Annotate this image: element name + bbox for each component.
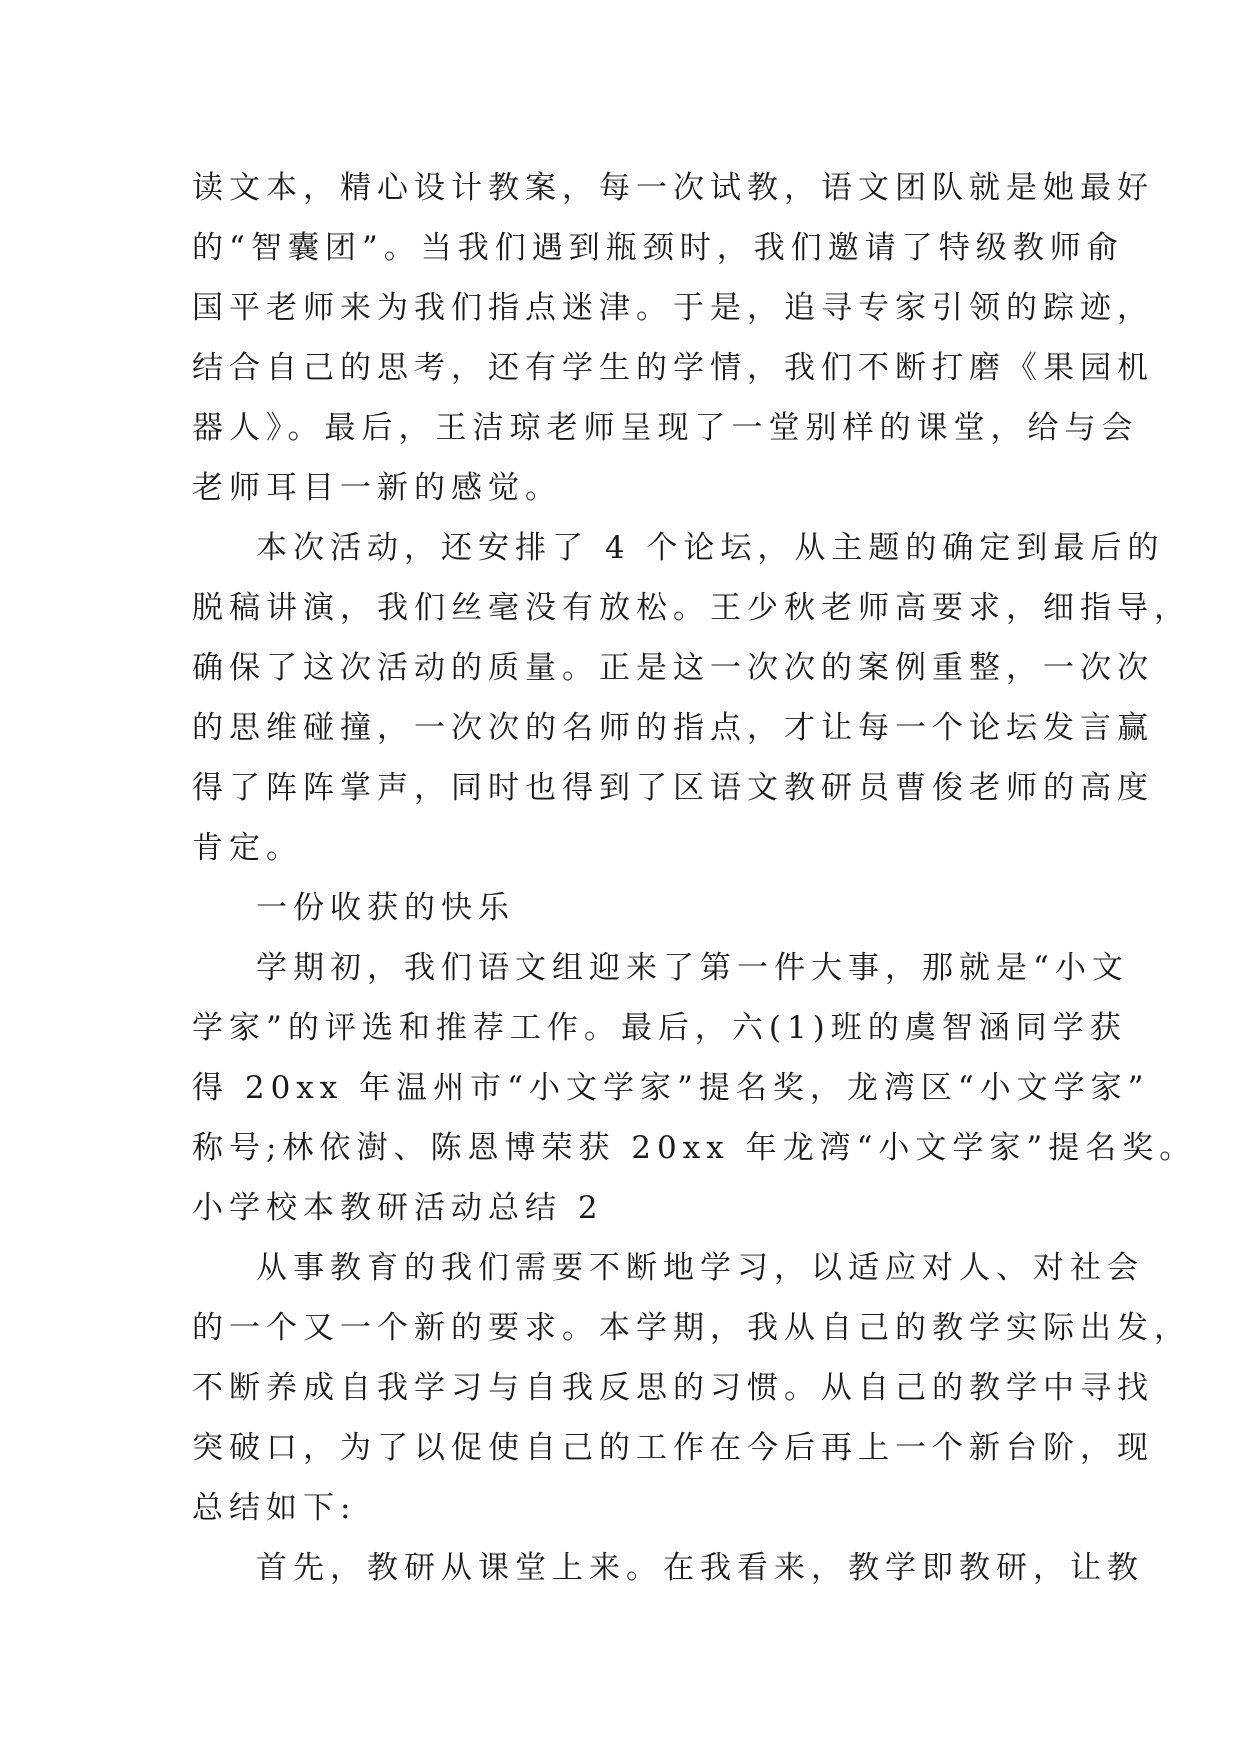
- text-line: 器人》。最后，王洁琼老师呈现了一堂别样的课堂，给与会: [192, 410, 1139, 446]
- document-title: 小学校本教研活动总结 2: [192, 1190, 604, 1226]
- document-body: [192, 158, 1197, 1598]
- text-line: 老师耳目一新的感觉。: [192, 470, 562, 506]
- text-line: 读文本，精心设计教案，每一次试教，语文团队就是她最好: [192, 170, 1154, 206]
- text-line: 的思维碰撞，一次次的名师的指点，才让每一个论坛发言赢: [192, 710, 1154, 746]
- text-line: 不断养成自我学习与自我反思的习惯。从自己的教学中寻找: [192, 1370, 1154, 1406]
- text-line: 突破口，为了以促使自己的工作在今后再上一个新台阶，现: [192, 1430, 1154, 1466]
- text-line: 得 20xx 年温州市“小文学家”提名奖，龙湾区“小文学家”: [192, 1070, 1150, 1106]
- text-line: 称号;林依澍、陈恩博荣获 20xx 年龙湾“小文学家”提名奖。: [192, 1130, 1197, 1166]
- text-line: 得了阵阵掌声，同时也得到了区语文教研员曹俊老师的高度: [192, 770, 1154, 806]
- text-line: 的“智囊团”。当我们遇到瓶颈时，我们邀请了特级教师俞: [192, 230, 1124, 266]
- text-line: 学家”的评选和推荐工作。最后，六(1)班的虞智涵同学获: [192, 1010, 1127, 1046]
- text-line: 肯定。: [192, 830, 303, 866]
- paragraph-start-line: 本次活动，还安排了 4 个论坛，从主题的确定到最后的: [256, 530, 1165, 566]
- section-heading: 一份收获的快乐: [256, 890, 515, 926]
- text-line: 结合自己的思考，还有学生的学情，我们不断打磨《果园机: [192, 350, 1154, 386]
- paragraph-start-line: 首先，教研从课堂上来。在我看来，教学即教研，让教: [256, 1550, 1144, 1586]
- paragraph-start-line: 从事教育的我们需要不断地学习，以适应对人、对社会: [256, 1250, 1144, 1286]
- text-line: 确保了这次活动的质量。正是这一次次的案例重整，一次次: [192, 650, 1154, 686]
- text-line: 的一个又一个新的要求。本学期，我从自己的教学实际出发，: [192, 1310, 1191, 1346]
- paragraph-start-line: 学期初，我们语文组迎来了第一件大事，那就是“小文: [256, 950, 1129, 986]
- text-line: 脱稿讲演，我们丝毫没有放松。王少秋老师高要求，细指导，: [192, 590, 1191, 626]
- text-line: 总结如下:: [192, 1490, 357, 1526]
- text-line: 国平老师来为我们指点迷津。于是，追寻专家引领的踪迹，: [192, 290, 1154, 326]
